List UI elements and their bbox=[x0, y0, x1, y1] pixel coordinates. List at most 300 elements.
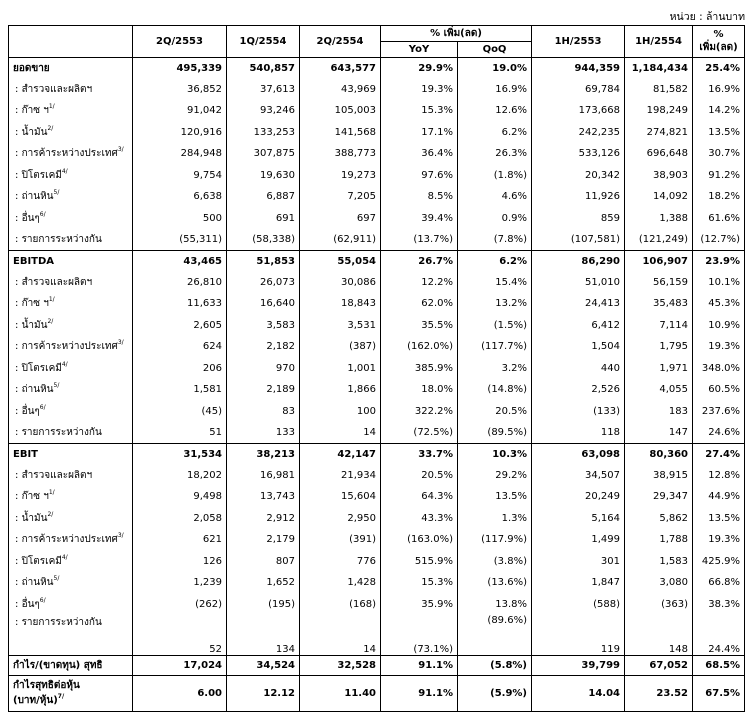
cell-yoy: 20.5% bbox=[381, 465, 458, 487]
cell-pct-1h: 24.6% bbox=[708, 427, 740, 438]
cell-yoy: 19.3% bbox=[381, 79, 458, 101]
row-label-text: ปิโตรเคมี bbox=[21, 169, 62, 181]
table-row bbox=[9, 594, 745, 616]
cell-qoq: 4.6% bbox=[458, 186, 532, 208]
cell-1h2553: 11,926 bbox=[532, 186, 625, 208]
cell-2q2554: 1,001 bbox=[300, 358, 381, 380]
cell-2q2553: 2,605 bbox=[133, 315, 227, 337]
cell-pct-1h: 30.7% bbox=[708, 148, 740, 160]
cell-qoq: 13.8% bbox=[458, 594, 532, 616]
cell-2q2553: 2,058 bbox=[133, 508, 227, 530]
cell-yoy: 12.2% bbox=[381, 272, 458, 294]
cell-1h2553: 34,507 bbox=[532, 465, 625, 487]
cell-2q2553: 6,638 bbox=[133, 186, 227, 208]
cell-1h2554: 696,648 bbox=[625, 143, 693, 165]
row-label-text: กำไร/(ขาดทุน) สุทธิ bbox=[13, 659, 103, 671]
cell-pct-1h: 237.6% bbox=[701, 405, 740, 417]
row-label: : ปิโตรเคมี$^{4/}$ bbox=[9, 165, 133, 187]
row-label-line2 bbox=[13, 693, 128, 708]
cell-1h2553: 944,359 bbox=[532, 58, 625, 79]
cell-2q2554: (387) bbox=[300, 336, 381, 358]
cell-qoq: 10.3% bbox=[458, 444, 532, 465]
cell-qoq: (3.8%) bbox=[458, 551, 532, 573]
row-label: : รายการระหว่างกัน bbox=[9, 229, 133, 251]
cell-yoy: 62.0% bbox=[381, 293, 458, 315]
cell-1q2554: 6,887 bbox=[227, 186, 300, 208]
cell-2q2553: 18,202 bbox=[133, 465, 227, 487]
cell-2q2553: 91,042 bbox=[133, 100, 227, 122]
row-label: : ก๊าซ ฯ$^{1/}$ bbox=[9, 100, 133, 122]
cell-1q2554: 691 bbox=[227, 208, 300, 230]
cell-1q2554: 2,189 bbox=[227, 379, 300, 401]
cell-1h2553: 118 bbox=[532, 422, 625, 444]
cell-1h2554: 1,795 bbox=[625, 336, 693, 358]
row-label-text: ถ่านหิน bbox=[21, 191, 54, 203]
row-label: : ปิโตรเคมี$^{4/}$ bbox=[9, 551, 133, 573]
cell-2q2553: 26,810 bbox=[133, 272, 227, 294]
cell-1h2554: 274,821 bbox=[625, 122, 693, 144]
cell-yoy: (13.7%) bbox=[381, 229, 458, 251]
cell-pct-1h: 38.3% bbox=[708, 598, 740, 610]
header-pct-label: เพิ่ม(ลด) bbox=[699, 41, 738, 53]
cell-1q2554: 16,640 bbox=[227, 293, 300, 315]
cell-1q2554: 12.12 bbox=[227, 675, 300, 711]
cell-1h2553: 5,164 bbox=[532, 508, 625, 530]
cell-1h2553: (588) bbox=[532, 594, 625, 616]
cell-2q2553: 51 bbox=[133, 422, 227, 444]
cell-pct-1h: 67.5% bbox=[693, 675, 745, 711]
cell-1h2554: 1,788 bbox=[625, 529, 693, 551]
cell-1q2554: (58,338) bbox=[227, 229, 300, 251]
header-yoy: YoY bbox=[381, 42, 458, 58]
cell-pct-1h: 18.2% bbox=[708, 191, 740, 203]
table-row bbox=[9, 615, 745, 655]
cell-1q2554: 13,743 bbox=[227, 486, 300, 508]
cell-1h2553: 6,412 bbox=[532, 315, 625, 337]
cell-yoy: 35.5% bbox=[381, 315, 458, 337]
cell-yoy: 15.3% bbox=[381, 100, 458, 122]
row-label-text: รายการระหว่างกัน bbox=[21, 617, 102, 628]
cell-1q2554: 307,875 bbox=[227, 143, 300, 165]
net-profit-row bbox=[9, 655, 745, 675]
cell-2q2553: 624 bbox=[133, 336, 227, 358]
footnote-ref: 3/ bbox=[117, 532, 124, 540]
cell-yoy: 8.5% bbox=[381, 186, 458, 208]
footnote-ref: 2/ bbox=[47, 317, 54, 325]
cell-qoq: 0.9% bbox=[458, 208, 532, 230]
row-label-text: รายการระหว่างกัน bbox=[21, 234, 102, 245]
cell-2q2554: 1,428 bbox=[300, 572, 381, 594]
row-label: : การค้าระหว่างประเทศ$^{3/}$ bbox=[9, 529, 133, 551]
section-total-row bbox=[9, 444, 745, 465]
cell-1q2554: 1,652 bbox=[227, 572, 300, 594]
cell-2q2554: 32,528 bbox=[300, 655, 381, 675]
footnote-ref: 1/ bbox=[48, 489, 55, 497]
cell-1h2554: 147 bbox=[625, 422, 693, 444]
cell-2q2554: 776 bbox=[300, 551, 381, 573]
cell-1h2554: (363) bbox=[625, 594, 693, 616]
cell-pct-1h: 14.2% bbox=[708, 105, 740, 117]
cell-1q2554: 970 bbox=[227, 358, 300, 380]
cell-1h2554: 81,582 bbox=[625, 79, 693, 101]
cell-1h2554: 1,971 bbox=[625, 358, 693, 380]
financial-table bbox=[8, 25, 745, 712]
cell-1q2554: 16,981 bbox=[227, 465, 300, 487]
cell-yoy: 36.4% bbox=[381, 143, 458, 165]
cell-pct-1h: 16.9% bbox=[708, 83, 740, 95]
cell-1h2553: 63,098 bbox=[532, 444, 625, 465]
table-body bbox=[9, 58, 745, 712]
row-label: : ก๊าซ ฯ$^{1/}$ bbox=[9, 486, 133, 508]
cell-pct-1h: 348.0% bbox=[701, 362, 740, 374]
header-1q2554: 1Q/2554 bbox=[227, 26, 300, 58]
row-label-text: น้ำมัน bbox=[21, 319, 48, 331]
cell-1h2554: 38,903 bbox=[625, 165, 693, 187]
table-row bbox=[9, 100, 745, 122]
cell-1q2554: 19,630 bbox=[227, 165, 300, 187]
cell-2q2554: 55,054 bbox=[300, 251, 381, 272]
row-label-text: ก๊าซ ฯ bbox=[21, 491, 49, 503]
row-label: : อื่นๆ$^{6/}$ bbox=[9, 594, 133, 616]
footnote-ref: 5/ bbox=[53, 189, 60, 197]
row-label-text: น้ำมัน bbox=[21, 512, 48, 524]
row-label: : การค้าระหว่างประเทศ$^{3/}$ bbox=[9, 336, 133, 358]
cell-1h2554: 1,583 bbox=[625, 551, 693, 573]
cell-1q2554: 133,253 bbox=[227, 122, 300, 144]
cell-1h2553: 20,342 bbox=[532, 165, 625, 187]
row-label-text: อื่นๆ bbox=[21, 212, 40, 224]
cell-2q2554: 42,147 bbox=[300, 444, 381, 465]
footnote-ref: 6/ bbox=[39, 403, 46, 411]
row-label: : การค้าระหว่างประเทศ$^{3/}$ bbox=[9, 143, 133, 165]
table-row bbox=[9, 465, 745, 487]
cell-1q2554: 540,857 bbox=[227, 58, 300, 79]
cell-qoq: (5.9%) bbox=[458, 675, 532, 711]
cell-1q2554: 38,213 bbox=[227, 444, 300, 465]
cell-1h2553: 24,413 bbox=[532, 293, 625, 315]
cell-2q2553: 36,852 bbox=[133, 79, 227, 101]
cell-1q2554: 807 bbox=[227, 551, 300, 573]
footnote-ref: 5/ bbox=[53, 382, 60, 390]
cell-1q2554: 37,613 bbox=[227, 79, 300, 101]
cell-1h2554: 1,184,434 bbox=[625, 58, 693, 79]
cell-qoq: (1.5%) bbox=[458, 315, 532, 337]
cell-2q2553: 52 bbox=[133, 615, 227, 655]
row-label-text: อื่นๆ bbox=[21, 598, 40, 610]
cell-2q2554: 643,577 bbox=[300, 58, 381, 79]
cell-1h2554: 14,092 bbox=[625, 186, 693, 208]
cell-1h2553: 2,526 bbox=[532, 379, 625, 401]
cell-pct-1h: 25.4% bbox=[693, 58, 745, 79]
cell-pct-1h: 23.9% bbox=[693, 251, 745, 272]
footnote-ref: 1/ bbox=[48, 296, 55, 304]
cell-2q2554: 7,205 bbox=[300, 186, 381, 208]
cell-pct-1h: 13.5% bbox=[708, 512, 740, 524]
cell-pct-1h: 60.5% bbox=[708, 384, 740, 396]
cell-1q2554: 134 bbox=[227, 615, 300, 655]
footnote-ref: 1/ bbox=[48, 103, 55, 111]
row-label-line2-text: (บาท/หุ้น) bbox=[13, 695, 58, 706]
row-label: : อื่นๆ$^{6/}$ bbox=[9, 208, 133, 230]
cell-2q2554: 3,531 bbox=[300, 315, 381, 337]
row-label: : ถ่านหิน$^{5/}$ bbox=[9, 572, 133, 594]
cell-yoy: (72.5%) bbox=[381, 422, 458, 444]
cell-2q2554: 105,003 bbox=[300, 100, 381, 122]
cell-2q2554: 14 bbox=[300, 422, 381, 444]
cell-qoq: 3.2% bbox=[458, 358, 532, 380]
row-label-text: ถ่านหิน bbox=[21, 384, 54, 396]
row-label-text: ยอดขาย bbox=[13, 62, 50, 74]
cell-2q2553: (55,311) bbox=[133, 229, 227, 251]
row-label-text: สำรวจและผลิตฯ bbox=[21, 469, 93, 481]
table-row bbox=[9, 208, 745, 230]
cell-yoy: 33.7% bbox=[381, 444, 458, 465]
table-row bbox=[9, 422, 745, 444]
cell-yoy: 35.9% bbox=[381, 594, 458, 616]
header-pct-symbol: % bbox=[713, 28, 724, 40]
row-label bbox=[9, 444, 133, 465]
cell-2q2553: 31,534 bbox=[133, 444, 227, 465]
cell-1h2553: (107,581) bbox=[532, 229, 625, 251]
cell-1h2553: 20,249 bbox=[532, 486, 625, 508]
cell-2q2554: (391) bbox=[300, 529, 381, 551]
cell-2q2554: (168) bbox=[300, 594, 381, 616]
cell-1h2553: 1,847 bbox=[532, 572, 625, 594]
header-blank bbox=[9, 26, 133, 58]
cell-2q2554: 15,604 bbox=[300, 486, 381, 508]
cell-qoq: 15.4% bbox=[458, 272, 532, 294]
cell-2q2554: 14 bbox=[300, 615, 381, 655]
cell-qoq: 6.2% bbox=[458, 251, 532, 272]
cell-2q2553: 126 bbox=[133, 551, 227, 573]
cell-qoq: 13.2% bbox=[458, 293, 532, 315]
row-label-text: ปิโตรเคมี bbox=[21, 555, 62, 567]
row-label: : ถ่านหิน$^{5/}$ bbox=[9, 186, 133, 208]
cell-1q2554: 26,073 bbox=[227, 272, 300, 294]
row-label-text: อื่นๆ bbox=[21, 405, 40, 417]
cell-2q2553: 11,633 bbox=[133, 293, 227, 315]
unit-label: หน่วย : ล้านบาท bbox=[669, 11, 745, 23]
cell-qoq: 20.5% bbox=[458, 401, 532, 423]
cell-yoy: 515.9% bbox=[381, 551, 458, 573]
table-row bbox=[9, 186, 745, 208]
cell-qoq: 6.2% bbox=[458, 122, 532, 144]
cell-pct-1h: 10.1% bbox=[708, 276, 740, 288]
row-label: : รายการระหว่างกัน bbox=[9, 615, 133, 655]
row-label-text: สำรวจและผลิตฯ bbox=[21, 83, 93, 95]
row-label bbox=[9, 58, 133, 79]
cell-1h2553: 301 bbox=[532, 551, 625, 573]
row-label-text: ก๊าซ ฯ bbox=[21, 298, 49, 310]
cell-qoq: 29.2% bbox=[458, 465, 532, 487]
section-total-row bbox=[9, 58, 745, 79]
cell-yoy: 26.7% bbox=[381, 251, 458, 272]
cell-1q2554: 34,524 bbox=[227, 655, 300, 675]
row-label-text: รายการระหว่างกัน bbox=[21, 427, 102, 438]
cell-pct-1h: 24.4% bbox=[708, 643, 740, 655]
cell-2q2553: 206 bbox=[133, 358, 227, 380]
cell-1h2554: 1,388 bbox=[625, 208, 693, 230]
table-row bbox=[9, 486, 745, 508]
table-row bbox=[9, 379, 745, 401]
cell-2q2554: 30,086 bbox=[300, 272, 381, 294]
cell-1h2553: (133) bbox=[532, 401, 625, 423]
table-row bbox=[9, 293, 745, 315]
row-label-text: การค้าระหว่างประเทศ bbox=[21, 148, 118, 160]
cell-yoy: 43.3% bbox=[381, 508, 458, 530]
cell-2q2553: 9,498 bbox=[133, 486, 227, 508]
cell-pct-1h: 44.9% bbox=[708, 491, 740, 503]
row-label-text: ถ่านหิน bbox=[21, 577, 54, 589]
row-label-text: ปิโตรเคมี bbox=[21, 362, 62, 374]
cell-2q2554: 43,969 bbox=[300, 79, 381, 101]
header-2q2554: 2Q/2554 bbox=[300, 26, 381, 58]
cell-pct-1h: 68.5% bbox=[693, 655, 745, 675]
cell-pct-1h: 45.3% bbox=[708, 298, 740, 310]
cell-pct-1h: 19.3% bbox=[708, 341, 740, 353]
cell-qoq: (5.8%) bbox=[458, 655, 532, 675]
cell-2q2554: 18,843 bbox=[300, 293, 381, 315]
cell-pct-1h: 61.6% bbox=[708, 212, 740, 224]
cell-1h2553: 242,235 bbox=[532, 122, 625, 144]
eps-row bbox=[9, 675, 745, 711]
row-label: : ปิโตรเคมี$^{4/}$ bbox=[9, 358, 133, 380]
cell-1h2554: 29,347 bbox=[625, 486, 693, 508]
cell-yoy: 91.1% bbox=[381, 655, 458, 675]
cell-yoy: 322.2% bbox=[381, 401, 458, 423]
cell-2q2554: 19,273 bbox=[300, 165, 381, 187]
row-label-text: น้ำมัน bbox=[21, 126, 48, 138]
cell-1h2554: 5,862 bbox=[625, 508, 693, 530]
cell-1h2553: 1,499 bbox=[532, 529, 625, 551]
cell-1h2554: 67,052 bbox=[625, 655, 693, 675]
cell-1h2553: 39,799 bbox=[532, 655, 625, 675]
cell-2q2554: 100 bbox=[300, 401, 381, 423]
row-label-text: EBITDA bbox=[13, 255, 55, 267]
cell-1h2554: 106,907 bbox=[625, 251, 693, 272]
row-label-text: EBIT bbox=[13, 448, 38, 460]
cell-qoq: (1.8%) bbox=[458, 165, 532, 187]
row-label-text: ก๊าซ ฯ bbox=[21, 105, 49, 117]
header-1h2554: 1H/2554 bbox=[625, 26, 693, 58]
cell-1q2554: 2,179 bbox=[227, 529, 300, 551]
cell-2q2553: 9,754 bbox=[133, 165, 227, 187]
cell-yoy: 39.4% bbox=[381, 208, 458, 230]
cell-2q2554: 1,866 bbox=[300, 379, 381, 401]
cell-1h2553: 86,290 bbox=[532, 251, 625, 272]
cell-qoq: (13.6%) bbox=[458, 572, 532, 594]
footnote-ref: 2/ bbox=[47, 124, 54, 132]
cell-2q2553: 17,024 bbox=[133, 655, 227, 675]
cell-1h2554: 80,360 bbox=[625, 444, 693, 465]
table-row bbox=[9, 336, 745, 358]
cell-1q2554: 93,246 bbox=[227, 100, 300, 122]
cell-qoq: (89.5%) bbox=[458, 422, 532, 444]
cell-2q2553: 43,465 bbox=[133, 251, 227, 272]
cell-1h2554: 35,483 bbox=[625, 293, 693, 315]
cell-2q2554: 697 bbox=[300, 208, 381, 230]
cell-qoq: (117.7%) bbox=[458, 336, 532, 358]
row-label bbox=[9, 675, 133, 711]
row-label bbox=[9, 251, 133, 272]
cell-yoy: (73.1%) bbox=[381, 615, 458, 655]
cell-2q2553: 500 bbox=[133, 208, 227, 230]
header-qoq: QoQ bbox=[458, 42, 532, 58]
cell-1h2553: 119 bbox=[532, 615, 625, 655]
cell-2q2553: 495,339 bbox=[133, 58, 227, 79]
cell-2q2553: (262) bbox=[133, 594, 227, 616]
cell-qoq: 12.6% bbox=[458, 100, 532, 122]
header-1h2553: 1H/2553 bbox=[532, 26, 625, 58]
table-row bbox=[9, 401, 745, 423]
cell-pct-1h: 66.8% bbox=[708, 577, 740, 589]
row-label: : ก๊าซ ฯ$^{1/}$ bbox=[9, 293, 133, 315]
cell-qoq: (89.6%) bbox=[458, 615, 532, 655]
cell-qoq: 1.3% bbox=[458, 508, 532, 530]
cell-yoy: (162.0%) bbox=[381, 336, 458, 358]
cell-yoy: (163.0%) bbox=[381, 529, 458, 551]
cell-pct-1h: 425.9% bbox=[701, 555, 740, 567]
cell-yoy: 18.0% bbox=[381, 379, 458, 401]
cell-1h2554: 4,055 bbox=[625, 379, 693, 401]
cell-2q2554: 388,773 bbox=[300, 143, 381, 165]
cell-1q2554: (195) bbox=[227, 594, 300, 616]
cell-1h2554: 38,915 bbox=[625, 465, 693, 487]
cell-1h2554: (121,249) bbox=[625, 229, 693, 251]
cell-1q2554: 3,583 bbox=[227, 315, 300, 337]
row-label: : น้ำมัน$^{2/}$ bbox=[9, 508, 133, 530]
cell-pct-1h: 12.8% bbox=[708, 469, 740, 481]
cell-1h2554: 56,159 bbox=[625, 272, 693, 294]
cell-yoy: 97.6% bbox=[381, 165, 458, 187]
cell-yoy: 385.9% bbox=[381, 358, 458, 380]
header-pct-1h bbox=[693, 26, 745, 58]
section-total-row bbox=[9, 251, 745, 272]
cell-pct-1h: 10.9% bbox=[708, 319, 740, 331]
cell-2q2554: 11.40 bbox=[300, 675, 381, 711]
cell-qoq: (117.9%) bbox=[458, 529, 532, 551]
cell-2q2553: 621 bbox=[133, 529, 227, 551]
footnote-ref: 5/ bbox=[53, 575, 60, 583]
cell-1h2553: 69,784 bbox=[532, 79, 625, 101]
cell-pct-1h: 27.4% bbox=[693, 444, 745, 465]
cell-1h2554: 148 bbox=[625, 615, 693, 655]
cell-pct-1h: 13.5% bbox=[708, 126, 740, 138]
cell-1h2553: 51,010 bbox=[532, 272, 625, 294]
cell-1q2554: 2,912 bbox=[227, 508, 300, 530]
cell-2q2553: (45) bbox=[133, 401, 227, 423]
cell-2q2554: 2,950 bbox=[300, 508, 381, 530]
table-row bbox=[9, 551, 745, 573]
cell-1h2553: 533,126 bbox=[532, 143, 625, 165]
table-row bbox=[9, 143, 745, 165]
footnote-ref: 6/ bbox=[39, 210, 46, 218]
table-row bbox=[9, 79, 745, 101]
cell-1h2554: 198,249 bbox=[625, 100, 693, 122]
cell-1h2554: 7,114 bbox=[625, 315, 693, 337]
footnote-ref: 6/ bbox=[39, 596, 46, 604]
cell-1q2554: 133 bbox=[227, 422, 300, 444]
cell-qoq: 13.5% bbox=[458, 486, 532, 508]
cell-qoq: 19.0% bbox=[458, 58, 532, 79]
cell-1h2554: 23.52 bbox=[625, 675, 693, 711]
cell-yoy: 64.3% bbox=[381, 486, 458, 508]
footnote-ref: 3/ bbox=[117, 339, 124, 347]
row-label-text: การค้าระหว่างประเทศ bbox=[21, 534, 118, 546]
row-label: : รายการระหว่างกัน bbox=[9, 422, 133, 444]
cell-2q2554: (62,911) bbox=[300, 229, 381, 251]
cell-pct-1h: 91.2% bbox=[708, 169, 740, 181]
